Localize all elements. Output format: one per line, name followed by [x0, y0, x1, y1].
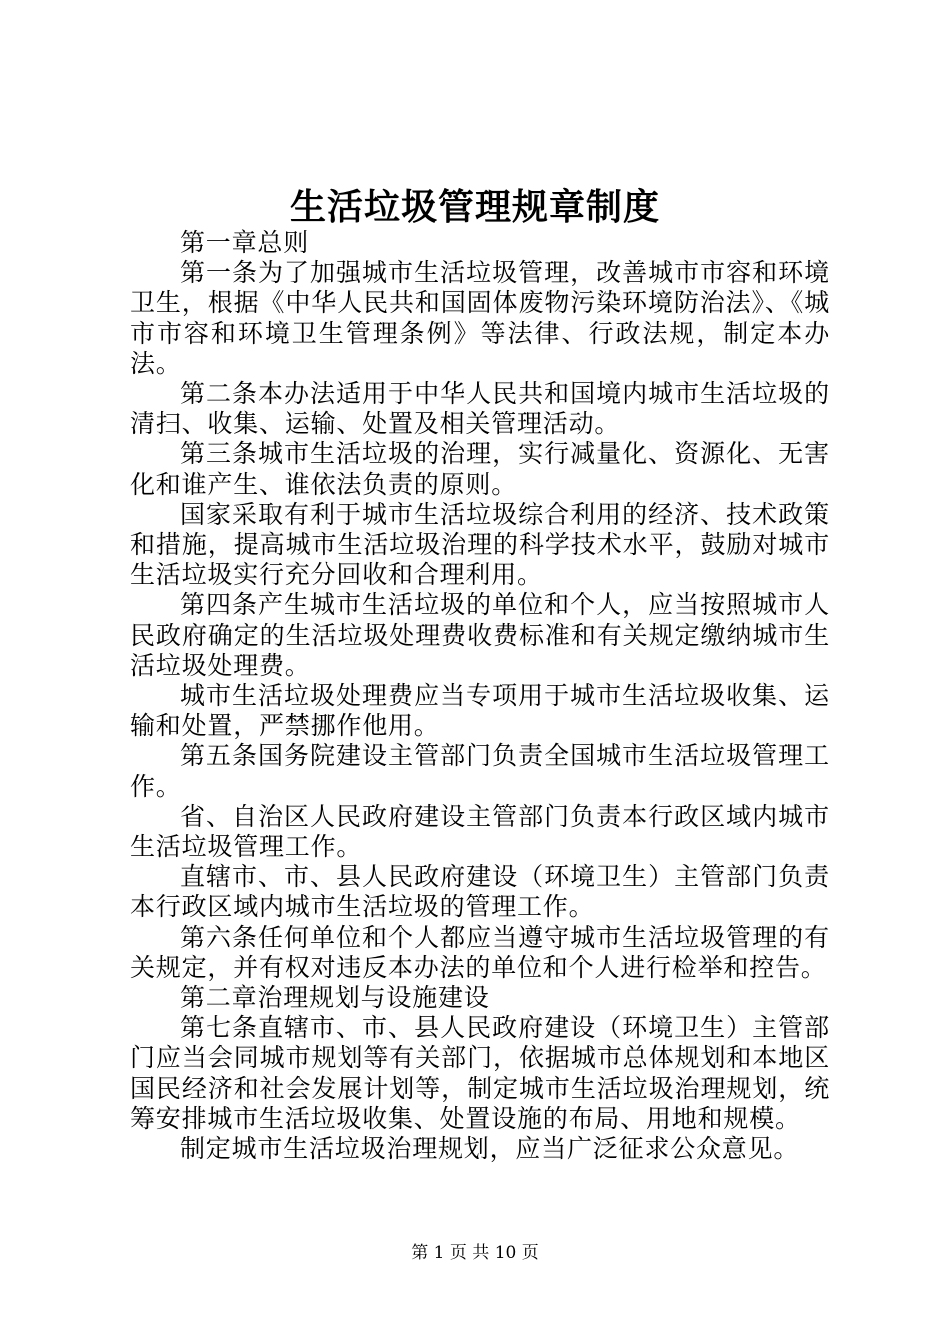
article-paragraph: 省、自治区人民政府建设主管部门负责本行政区域内城市生活垃圾管理工作。	[130, 801, 830, 862]
article-paragraph: 制定城市生活垃圾治理规划，应当广泛征求公众意见。	[180, 1134, 800, 1164]
article-paragraph: 第二条本办法适用于中华人民共和国境内城市生活垃圾的清扫、收集、运输、处置及相关管理活动。	[130, 379, 830, 439]
article-paragraph: 第五条国务院建设主管部门负责全国城市生活垃圾管理工作。	[130, 741, 830, 801]
article-paragraph: 城市生活垃圾处理费应当专项用于城市生活垃圾收集、运输和处置，严禁挪作他用。	[130, 681, 830, 741]
article-paragraph: 第六条任何单位和个人都应当遵守城市生活垃圾管理的有关规定，并有权对违反本办法的单位和个人进行检举和控告。	[130, 922, 830, 982]
document-title: 生活垃圾管理规章制度	[289, 186, 660, 228]
chapter-heading: 第二章治理规划与设施建设	[180, 983, 490, 1013]
article-paragraph: 第一条为了加强城市生活垃圾管理，改善城市市容和环境卫生，根据《中华人民共和国固体废物污染环境防治法》、《城市市容和环境卫生管理条例》等法律、行政法规，制定本办法。	[130, 258, 830, 378]
article-paragraph: 第四条产生城市生活垃圾的单位和个人，应当按照城市人民政府确定的生活垃圾处理费收费标准和有关规定缴纳城市生活垃圾处理费。	[130, 590, 830, 680]
article-paragraph: 国家采取有利于城市生活垃圾综合利用的经济、技术政策和措施，提高城市生活垃圾治理的科学技术水平，鼓励对城市生活垃圾实行充分回收和合理利用。	[130, 499, 830, 590]
page-number-footer: 第 1 页 共 10 页	[411, 1243, 539, 1263]
document-body	[130, 228, 830, 1164]
article-paragraph: 第七条直辖市、市、县人民政府建设（环境卫生）主管部门应当会同城市规划等有关部门，依据城市总体规划和本地区国民经济和社会发展计划等，制定城市生活垃圾治理规划，统筹安排城市生活垃圾收集、处置设施的布局、用地和规模。	[130, 1013, 830, 1133]
article-paragraph: 第三条城市生活垃圾的治理，实行减量化、资源化、无害化和谁产生、谁依法负责的原则。	[130, 439, 830, 499]
chapter-heading: 第一章总则	[180, 228, 310, 257]
article-paragraph: 直辖市、市、县人民政府建设（环境卫生）主管部门负责本行政区域内城市生活垃圾的管理工作。	[130, 862, 830, 922]
